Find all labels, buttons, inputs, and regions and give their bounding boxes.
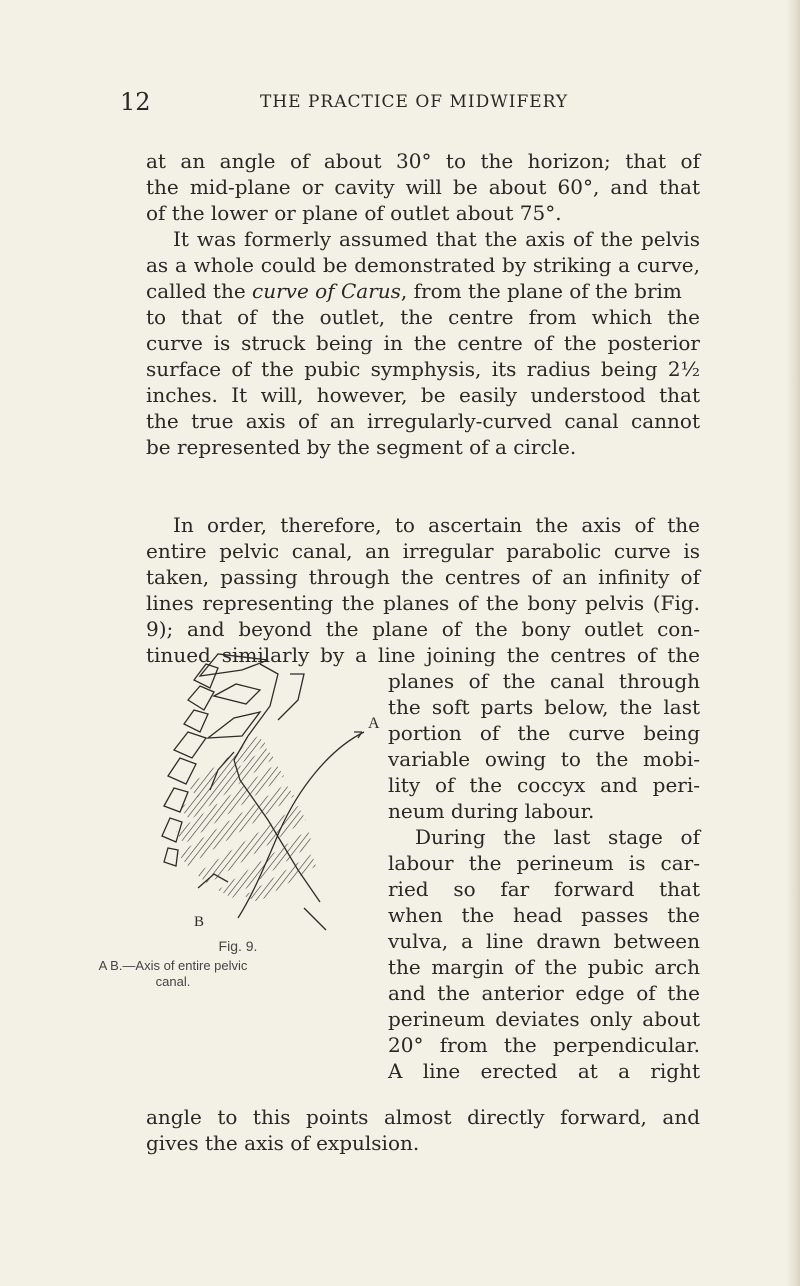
figure-number: Fig. 9. [218, 938, 258, 954]
paragraph-4-tail [146, 1104, 700, 1156]
figure-caption: A B.—Axis of entire pelvic canal. [98, 958, 248, 989]
text-line: ried so far forward that [388, 877, 700, 901]
text-fragment: , from the plane of the brim [400, 279, 682, 303]
text-line: neum during labour. [388, 799, 595, 823]
text-line: surface of the pubic symphysis, its radius being 2½ [146, 357, 700, 381]
text-line: tinued similarly by a line joining the centres of the [146, 643, 700, 667]
text-line: In order, therefore, to ascertain the axis of the [173, 513, 700, 537]
text-line: A line erected at a right [388, 1059, 700, 1083]
text-line: labour the perineum is car- [388, 851, 700, 875]
text-line: variable owing to the mobi- [388, 747, 700, 771]
text-line: of the lower or plane of outlet about 75°. [146, 201, 562, 225]
label-b: B [194, 914, 205, 930]
text-line: perineum deviates only about [388, 1007, 700, 1031]
text-line: gives the axis of expulsion. [146, 1131, 420, 1155]
paragraph-1 [146, 148, 700, 226]
text-line: vulva, a line drawn between [388, 929, 700, 953]
text-line: to that of the outlet, the centre from which the [146, 305, 700, 329]
running-head: THE PRACTICE OF MIDWIFERY [260, 92, 569, 112]
text-line: the true axis of an irregularly-curved canal cannot [146, 409, 700, 433]
text-line: taken, passing through the centres of an infinity of [146, 565, 700, 589]
text-line: lines representing the planes of the bony pelvis (Fig. [146, 591, 700, 615]
page-number: 12 [120, 88, 151, 116]
text-line: It was formerly assumed that the axis of the pelvis [173, 227, 700, 251]
page-edge [786, 0, 800, 1286]
text-line: entire pelvic canal, an irregular parabolic curve is [146, 539, 700, 563]
text-line: as a whole could be demonstrated by striking a curve, [146, 253, 700, 277]
paragraph-3-wrap [388, 668, 700, 824]
text-line: inches. It will, however, be easily understood that [146, 383, 700, 407]
text-line: lity of the coccyx and peri- [388, 773, 700, 797]
text-line: planes of the canal through [388, 669, 700, 693]
page-header [120, 88, 720, 118]
text-line: curve is struck being in the centre of the posterior [146, 331, 700, 355]
text-line: the margin of the pubic arch [388, 955, 700, 979]
text-line: portion of the curve being [388, 721, 700, 745]
text-line: the mid-plane or cavity will be about 60°, and that [146, 175, 700, 199]
curve-of-carus-term: curve of Carus [252, 279, 401, 303]
text-line: be represented by the segment of a circle. [146, 435, 577, 459]
text-line: 9); and beyond the plane of the bony outlet con- [146, 617, 700, 641]
paragraph-4-wrap [388, 824, 700, 1084]
figure-caption-block [98, 938, 368, 990]
text-line: and the anterior edge of the [388, 981, 700, 1005]
text-line: During the last stage of [415, 825, 700, 849]
text-line: 20° from the perpendicular. [388, 1033, 700, 1057]
text-line: at an angle of about 30° to the horizon; that of [146, 149, 700, 173]
text-line: when the head passes the [388, 903, 700, 927]
label-a: A [368, 715, 380, 732]
text-line [146, 278, 700, 304]
pelvis-figure [148, 640, 384, 950]
paragraph-2 [146, 226, 700, 460]
text-line: the soft parts below, the last [388, 695, 700, 719]
pelvic-planes [176, 736, 316, 902]
text-fragment: called the [146, 279, 253, 303]
text-line: angle to this points almost directly forward, and [146, 1105, 700, 1129]
